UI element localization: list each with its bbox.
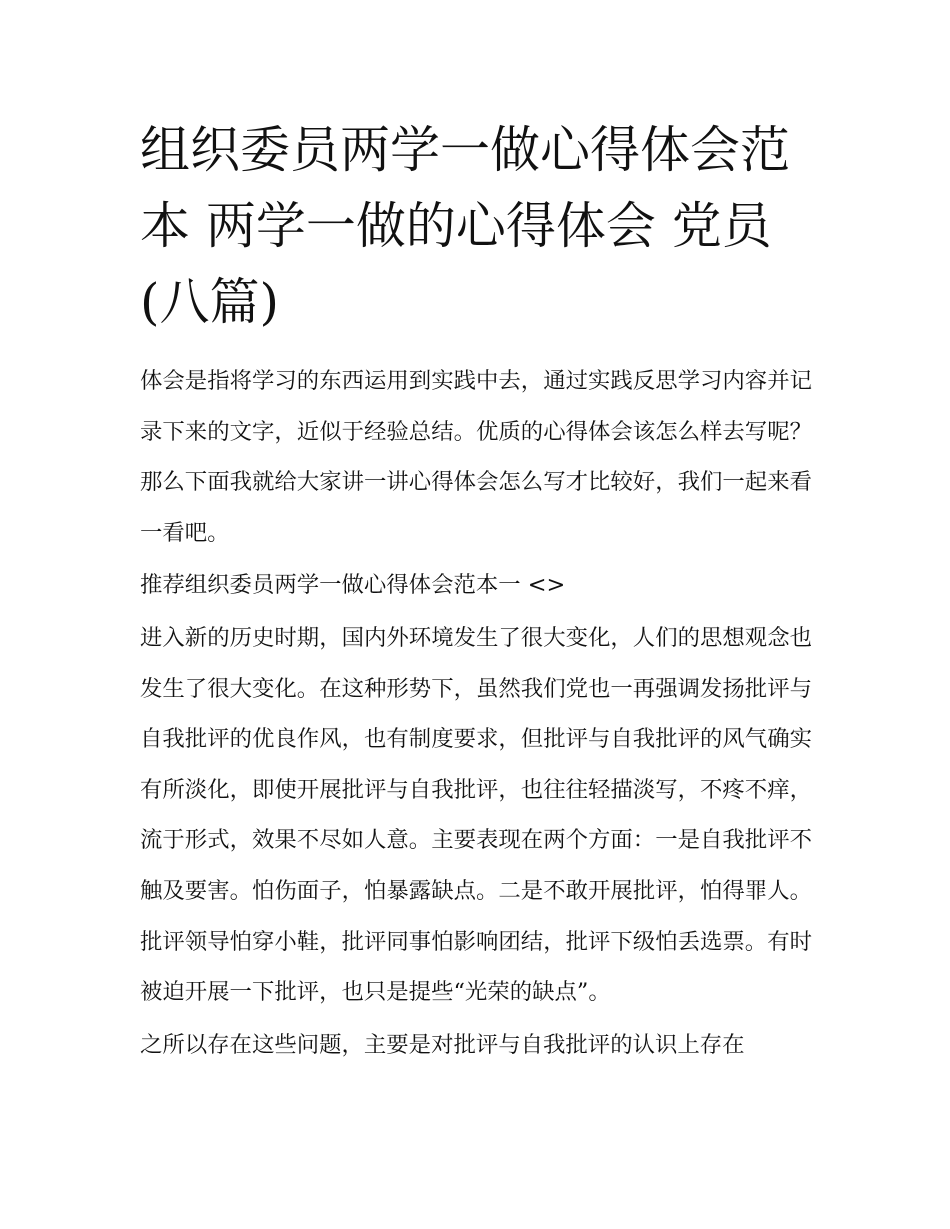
body-paragraph: 进入新的历史时期，国内外环境发生了很大变化，人们的思想观念也发生了很大变化。在这种形势下，虽然我们党也一再强调发扬批评与自我批评的优良作风，也有制度要求，但批评与自我批评的风气确实有所淡化，即使开展批评与自我批评，也往往轻描淡写，不疼不痒，流于形式，效果不尽如人意。主要表现在两个方面：一是自我批评不触及要害。怕伤面子，怕暴露缺点。二是不敢开展批评，怕得罪人。批评领导怕穿小鞋，批评同事怕影响团结，批评下级怕丢选票。有时被迫开展一下批评，也只是提些“光荣的缺点”。: [140, 624, 812, 1006]
section-heading: 推荐组织委员两学一做心得体会范本一 <>: [140, 572, 566, 599]
body-paragraph: 之所以存在这些问题，主要是对批评与自我批评的认识上存在: [140, 1031, 745, 1058]
document-title: 组织委员两学一做心得体会范本 两学一做的心得体会 党员(八篇): [140, 121, 790, 331]
intro-paragraph: 体会是指将学习的东西运用到实践中去，通过实践反思学习内容并记录下来的文字，近似于经验总结。优质的心得体会该怎么样去写呢？那么下面我就给大家讲一讲心得体会怎么写才比较好，我们一起来看一看吧。: [140, 368, 812, 546]
document-content: [140, 112, 812, 1070]
